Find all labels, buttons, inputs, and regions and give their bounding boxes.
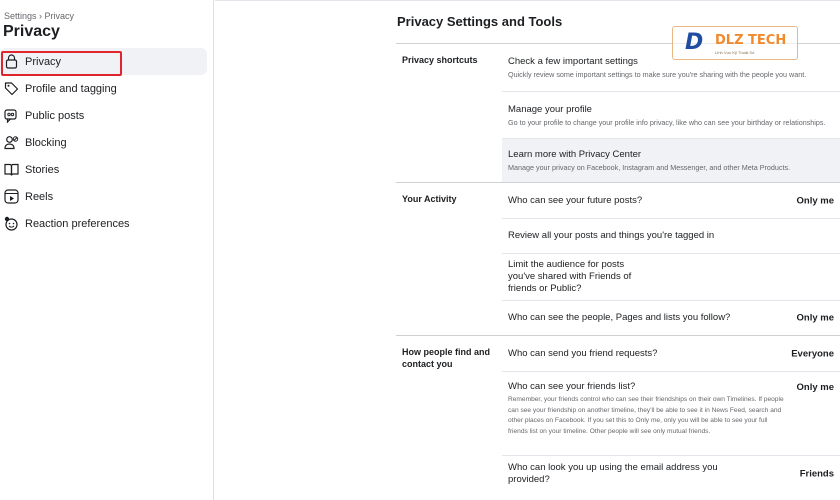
settings-list xyxy=(396,43,840,491)
sidebar-item-reaction-preferences[interactable] xyxy=(0,210,214,237)
sidebar-item-label: Blocking xyxy=(25,136,67,149)
row-title: Review all your posts and things you're tagged in xyxy=(508,230,715,241)
section-label: How people find and contact you xyxy=(402,347,490,369)
row-description: Go to your profile to change your profile info privacy, like who can see your birthday or relationships. xyxy=(508,117,826,127)
setting-value: Friends xyxy=(799,468,834,479)
setting-value: Only me xyxy=(796,382,834,393)
sidebar-item-blocking[interactable] xyxy=(0,129,214,156)
section-rows xyxy=(502,336,840,491)
section-label: Your Activity xyxy=(402,194,457,204)
reaction-icon xyxy=(4,216,19,231)
sidebar-item-privacy[interactable] xyxy=(0,48,207,75)
main-content xyxy=(215,0,840,500)
section-privacy-shortcuts xyxy=(396,43,840,182)
sidebar-item-label: Public posts xyxy=(25,109,85,122)
sidebar-item-profile-and-tagging[interactable] xyxy=(0,75,214,102)
section-your-activity xyxy=(396,182,840,335)
section-label: Privacy shortcuts xyxy=(402,55,478,65)
page-title: Privacy Settings and Tools xyxy=(397,14,563,29)
sidebar-item-label: Profile and tagging xyxy=(25,82,117,95)
row-title: Check a few important settings xyxy=(508,56,638,67)
play-icon xyxy=(4,189,19,204)
row-title: Who can see the people, Pages and lists you follow? xyxy=(508,312,731,323)
section-rows xyxy=(502,183,840,335)
sidebar-item-label: Stories xyxy=(25,163,60,176)
row-title: Who can see your future posts? xyxy=(508,194,643,206)
row-friends-list[interactable] xyxy=(502,371,840,455)
sidebar-title: Privacy xyxy=(3,23,60,40)
setting-value: Only me xyxy=(796,312,834,324)
logo-mark: D xyxy=(685,30,704,55)
row-title: Who can see your friends list? xyxy=(508,381,636,392)
setting-value: Only me xyxy=(796,195,834,206)
tag-icon xyxy=(4,81,19,96)
section-find-and-contact xyxy=(396,335,840,491)
dlz-tech-logo xyxy=(672,26,798,60)
sidebar-item-stories[interactable] xyxy=(0,156,214,183)
row-email-lookup[interactable] xyxy=(502,455,840,491)
lock-icon xyxy=(4,54,19,69)
logo-text: DLZ TECH xyxy=(715,33,787,48)
sidebar-item-reels[interactable] xyxy=(0,183,214,210)
setting-value: Everyone xyxy=(791,348,834,359)
sidebar-nav xyxy=(0,48,214,237)
logo-subtext: Lĩnh Vực Kỹ Thuật Số xyxy=(715,50,755,55)
row-friend-requests[interactable] xyxy=(502,336,840,371)
book-icon xyxy=(4,162,19,177)
sidebar-item-label: Reels xyxy=(25,190,54,203)
sidebar-item-label: Privacy xyxy=(25,55,62,68)
settings-sidebar xyxy=(0,0,214,500)
row-description: Remember, your friends control who can see their friendships on their own Timelines. If people can see your friendship on another timeline, they'll be able to see it in News Feed, search and other places on Facebook. If you set this to Only me, only you will be able to see your full friends list on your timeline. Other people will see only mutual friends. xyxy=(508,396,784,435)
block-user-icon xyxy=(4,135,19,150)
row-description: Manage your privacy on Facebook, Instagram and Messenger, and other Meta Products. xyxy=(508,163,791,172)
row-future-posts[interactable] xyxy=(502,183,840,218)
row-limit-past-posts[interactable] xyxy=(502,253,840,300)
row-title: Manage your profile xyxy=(508,103,592,115)
row-privacy-center[interactable] xyxy=(502,138,840,182)
row-title: Limit the audience for posts you've shared with Friends of friends or Public? xyxy=(508,259,632,294)
row-manage-profile[interactable] xyxy=(502,91,840,138)
row-title: Who can send you friend requests? xyxy=(508,347,658,359)
breadcrumb[interactable]: Settings › Privacy xyxy=(4,11,75,21)
row-title: Who can look you up using the email address you provided? xyxy=(508,461,718,485)
section-rows xyxy=(502,44,840,182)
row-description: Quickly review some important settings to make sure you're sharing with the people you want. xyxy=(508,70,807,79)
sidebar-item-public-posts[interactable] xyxy=(0,102,214,129)
row-following-visibility[interactable] xyxy=(502,300,840,335)
sidebar-item-label: Reaction preferences xyxy=(25,217,130,230)
public-posts-icon xyxy=(4,108,19,123)
row-title: Learn more with Privacy Center xyxy=(508,149,642,160)
row-review-posts[interactable] xyxy=(502,218,840,253)
